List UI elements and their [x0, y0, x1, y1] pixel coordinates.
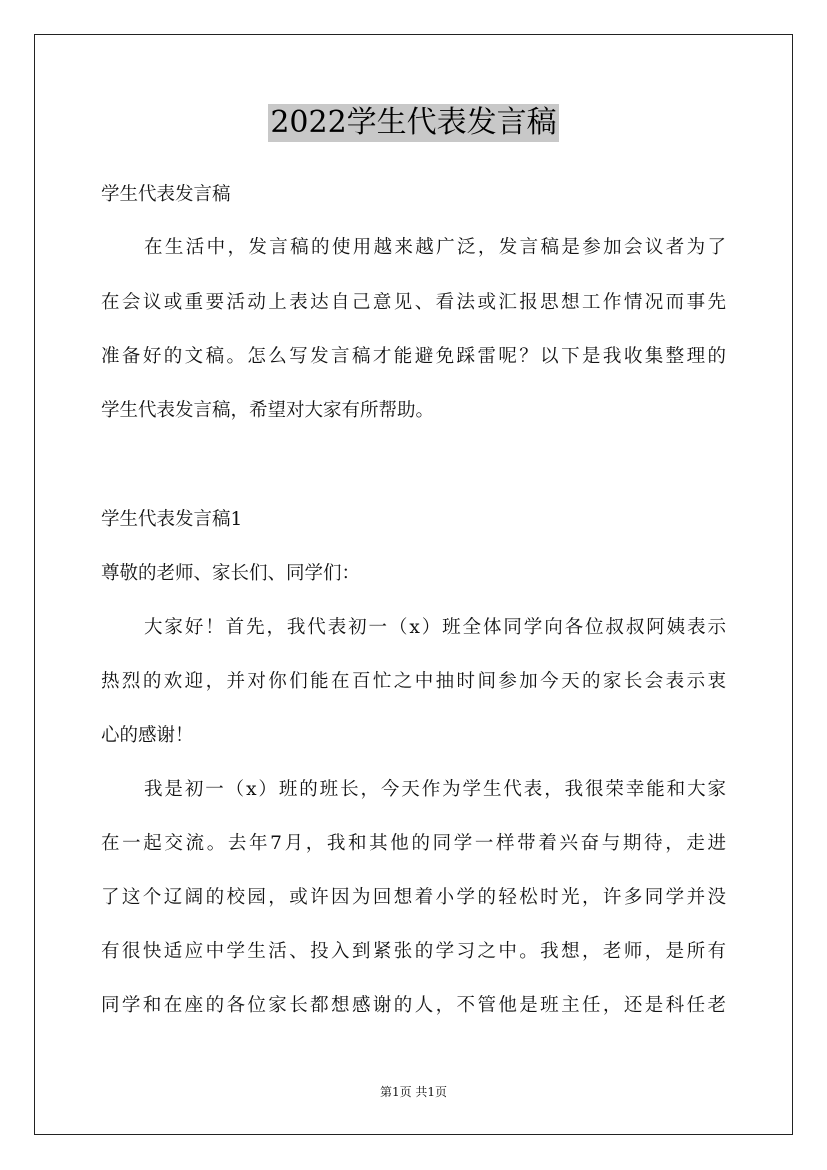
intro-line: 学生代表发言稿，希望对大家有所帮助。	[101, 400, 435, 421]
paragraph-line: 心的感谢！	[101, 725, 194, 746]
document-title: 2022学生代表发言稿	[270, 105, 557, 140]
subtitle: 学生代表发言稿	[101, 184, 231, 205]
paragraph-line: 同学和在座的各位家长都想感谢的人，不管他是班主任，还是科任老	[101, 995, 726, 1016]
section-heading: 学生代表发言稿1	[101, 509, 243, 530]
paragraph-line: 热烈的欢迎，并对你们能在百忙之中抽时间参加今天的家长会表示衷	[101, 671, 726, 692]
intro-line: 准备好的文稿。怎么写发言稿才能避免踩雷呢？以下是我收集整理的	[101, 346, 726, 367]
paragraph-line: 在一起交流。去年7月，我和其他的同学一样带着兴奋与期待，走进	[101, 833, 726, 854]
page-footer: 第1页 共1页	[379, 1085, 448, 1099]
title-container	[0, 104, 827, 142]
paragraph-line: 了这个辽阔的校园，或许因为回想着小学的轻松时光，许多同学并没	[101, 887, 726, 908]
paragraph-line: 大家好！首先，我代表初一（x）班全体同学向各位叔叔阿姨表示	[144, 617, 726, 638]
salutation: 尊敬的老师、家长们、同学们：	[101, 563, 361, 584]
paragraph-line: 有很快适应中学生活、投入到紧张的学习之中。我想，老师，是所有	[101, 941, 726, 962]
paragraph-line: 我是初一（x）班的班长，今天作为学生代表，我很荣幸能和大家	[144, 779, 726, 800]
intro-line: 在生活中，发言稿的使用越来越广泛，发言稿是参加会议者为了	[144, 237, 726, 258]
intro-line: 在会议或重要活动上表达自己意见、看法或汇报思想工作情况而事先	[101, 292, 726, 313]
